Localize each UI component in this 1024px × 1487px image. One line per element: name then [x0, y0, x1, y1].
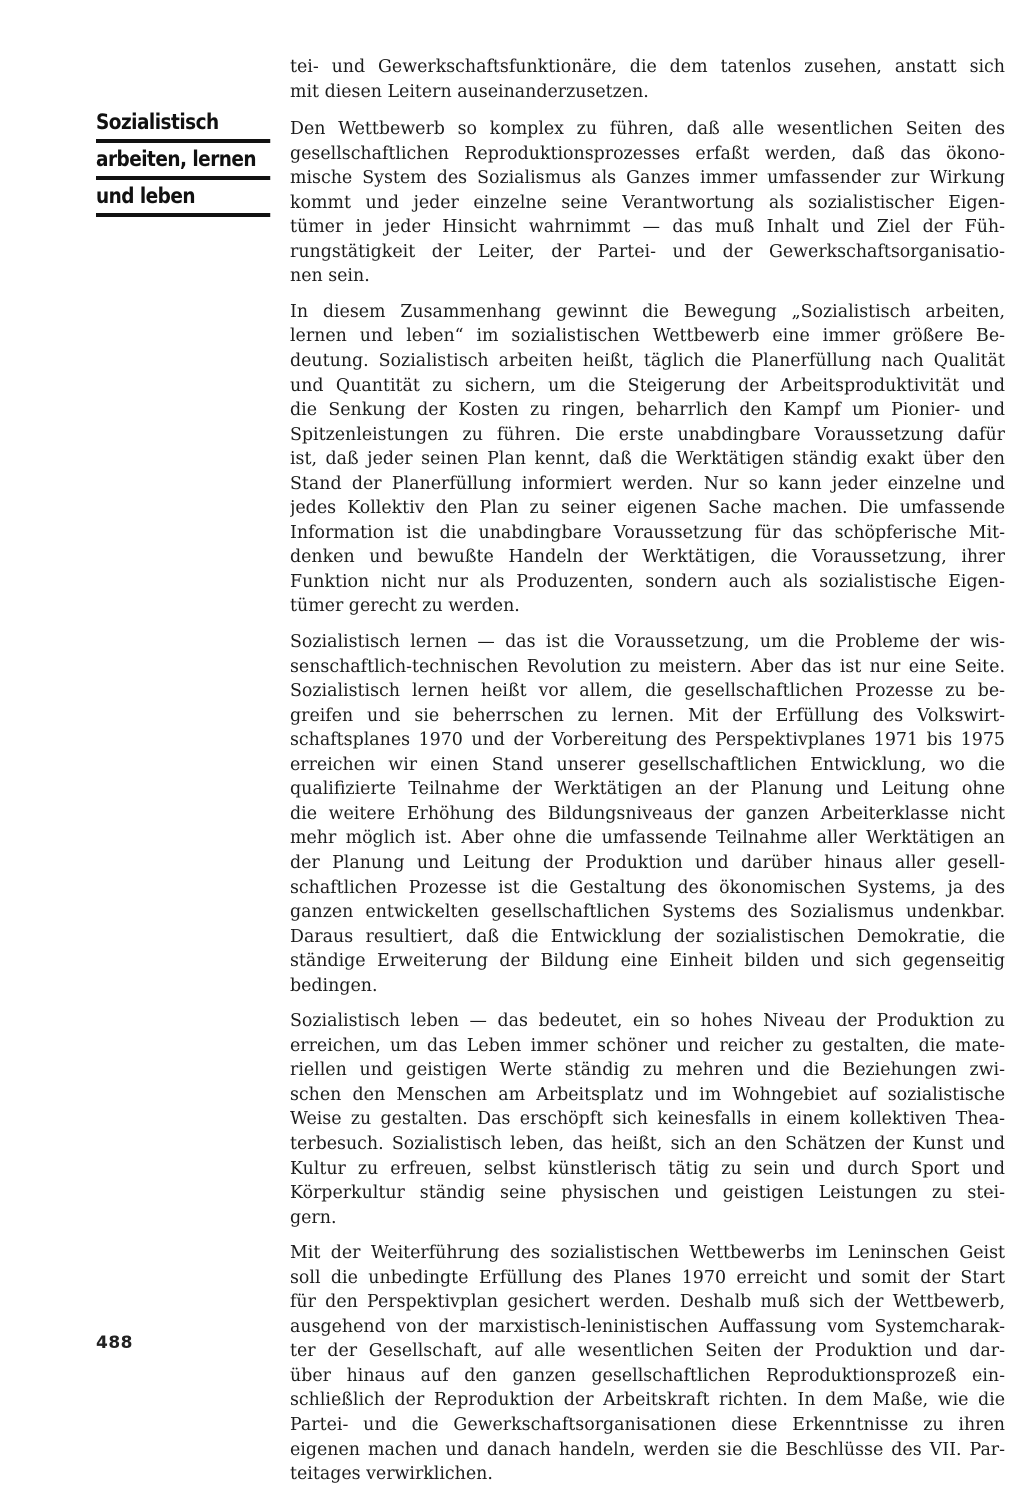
text-line: eigenen machen und danach handeln, werden sie die Beschlüsse des VII. Par- — [290, 1439, 1005, 1460]
paragraph — [290, 630, 1005, 998]
text-line: ter der Gesellschaft, auf alle wesentlichen Seiten der Produktion und dar- — [290, 1341, 1005, 1362]
page-number: 488 — [96, 1333, 133, 1353]
paragraph — [290, 1241, 1005, 1486]
margin-heading-line-3: und leben — [96, 184, 270, 217]
text-line: Partei- und die Gewerkschaftsorganisationen diese Erkenntnisse zu ihren — [290, 1414, 1005, 1435]
text-line: Stand der Planerfüllung informiert werden. Nur so kann jeder einzelne und — [290, 473, 1005, 494]
text-line: schließlich der Reproduktion der Arbeitskraft richten. In dem Maße, wie die — [290, 1390, 1005, 1411]
text-line: Sozialistisch leben — das bedeutet, ein so hohes Niveau der Produktion zu — [290, 1011, 1005, 1032]
paragraph — [290, 55, 1005, 104]
text-line: schaftlichen Prozesse ist die Gestaltung des ökonomischen Systems, ja des — [290, 877, 1005, 898]
text-line: Information ist die unabdingbare Voraussetzung für das schöpferische Mit- — [290, 522, 1005, 543]
text-line: ausgehend von der marxistisch-leninistischen Auffassung vom Systemcharak- — [290, 1316, 1005, 1337]
text-line: gern. — [290, 1207, 337, 1228]
text-line: Kultur zu erfreuen, selbst künstlerisch tätig zu sein und durch Sport und — [290, 1158, 1005, 1179]
text-line: schaftsplanes 1970 und der Vorbereitung des Perspektivplanes 1971 bis 1975 — [290, 730, 1005, 751]
paragraph — [290, 300, 1005, 619]
text-line: lernen und leben“ im sozialistischen Wettbewerb eine immer größere Be- — [290, 326, 1005, 347]
text-line: teitages verwirklichen. — [290, 1464, 493, 1485]
text-line: Daraus resultiert, daß die Entwicklung der sozialistischen Demokratie, die — [290, 926, 1005, 947]
text-line: mit diesen Leitern auseinanderzusetzen. — [290, 81, 649, 102]
text-line: senschaftlich-technischen Revolution zu meistern. Aber das ist nur eine Seite. — [290, 656, 1005, 677]
paragraph — [290, 117, 1005, 289]
text-line: der Planung und Leitung der Produktion und darüber hinaus aller gesell- — [290, 852, 1005, 873]
text-line: rungstätigkeit der Leiter, der Partei- und der Gewerkschaftsorganisatio- — [290, 241, 1005, 262]
text-line: soll die unbedingte Erfüllung des Planes 1970 erreicht und somit der Start — [290, 1267, 1005, 1288]
text-line: die Senkung der Kosten zu ringen, beharrlich den Kampf um Pionier- und — [290, 400, 1005, 421]
text-line: ständige Erweiterung der Bildung eine Einheit bilden und sich gegenseitig — [290, 951, 1005, 972]
text-line: deutung. Sozialistisch arbeiten heißt, täglich die Planerfüllung nach Qualität — [290, 351, 1005, 372]
text-line: bedingen. — [290, 975, 378, 996]
text-line: Körperkultur ständig seine physischen und geistigen Leistungen zu stei- — [290, 1183, 1005, 1204]
text-line: riellen und geistigen Werte ständig zu mehren und die Beziehungen zwi- — [290, 1060, 1005, 1081]
text-line: kommt und jeder einzelne seine Verantwortung als sozialistischer Eigen- — [290, 192, 1005, 213]
text-line: ist, daß jeder seinen Plan kennt, daß die Werktätigen ständig exakt über den — [290, 449, 1005, 470]
text-line: Mit der Weiterführung des sozialistischen Wettbewerbs im Leninschen Geist — [290, 1243, 1005, 1264]
text-line: jedes Kollektiv den Plan zu seiner eigenen Sache machen. Die umfassende — [290, 498, 1005, 519]
text-line: terbesuch. Sozialistisch leben, das heißt, sich an den Schätzen der Kunst und — [290, 1133, 1005, 1154]
text-line: Funktion nicht nur als Produzenten, sondern auch als sozialistische Eigen- — [290, 571, 1005, 592]
text-line: über hinaus auf den ganzen gesellschaftlichen Reproduktionsprozeß ein- — [290, 1365, 1005, 1386]
text-line: nen sein. — [290, 266, 370, 287]
text-line: die weitere Erhöhung des Bildungsniveaus der ganzen Arbeiterklasse nicht — [290, 803, 1005, 824]
text-line: ganzen entwickelten gesellschaftlichen Systems des Sozialismus undenkbar. — [290, 902, 1005, 923]
paragraph — [290, 1009, 1005, 1230]
text-line: Sozialistisch lernen heißt vor allem, die gesellschaftlichen Prozesse zu be- — [290, 681, 1005, 702]
text-line: Spitzenleistungen zu führen. Die erste unabdingbare Voraussetzung dafür — [290, 424, 1005, 445]
text-line: tümer in jeder Hinsicht wahrnimmt — das muß Inhalt und Ziel der Füh- — [290, 217, 1005, 238]
margin-heading-line-2: arbeiten, lernen — [96, 147, 270, 180]
text-line: qualifizierte Teilnahme der Werktätigen an der Planung und Leitung ohne — [290, 779, 1005, 800]
text-line: denken und bewußte Handeln der Werktätigen, die Voraussetzung, ihrer — [290, 547, 1005, 568]
text-line: und Quantität zu sichern, um die Steigerung der Arbeitsproduktivität und — [290, 375, 1005, 396]
text-line: Den Wettbewerb so komplex zu führen, daß alle wesentlichen Seiten des — [290, 119, 1005, 140]
text-line: In diesem Zusammenhang gewinnt die Bewegung „Sozialistisch arbeiten, — [290, 301, 1005, 322]
text-line: erreichen, um das Leben immer schöner und reicher zu gestalten, die mate- — [290, 1035, 1005, 1056]
text-line: Weise zu gestalten. Das erschöpft sich keinesfalls in einem kollektiven Thea- — [290, 1109, 1005, 1130]
text-line: erreichen wir einen Stand unserer gesellschaftlichen Entwicklung, wo die — [290, 754, 1005, 775]
text-line: Sozialistisch lernen — das ist die Voraussetzung, um die Probleme der wis- — [290, 632, 1005, 653]
text-line: gesellschaftlichen Reproduktionsprozesses erfaßt werden, daß das ökono- — [290, 143, 1005, 164]
text-line: tei- und Gewerkschaftsfunktionäre, die dem tatenlos zusehen, anstatt sich — [290, 57, 1005, 77]
text-line: mische System des Sozialismus als Ganzes immer umfassender zur Wirkung — [290, 168, 1005, 189]
text-line: schen den Menschen am Arbeitsplatz und im Wohngebiet auf sozialistische — [290, 1084, 1005, 1105]
text-line: greifen und sie beherrschen zu lernen. Mit der Erfüllung des Volkswirt- — [290, 705, 1005, 726]
text-line: tümer gerecht zu werden. — [290, 596, 520, 617]
text-line: für den Perspektivplan gesichert werden. Deshalb muß sich der Wettbewerb, — [290, 1292, 1005, 1313]
text-line: mehr möglich ist. Aber ohne die umfassende Teilnahme aller Werktätigen an — [290, 828, 1005, 849]
margin-heading — [96, 110, 272, 221]
body-text — [290, 55, 1005, 1487]
margin-heading-line-1: Sozialistisch — [96, 110, 270, 143]
